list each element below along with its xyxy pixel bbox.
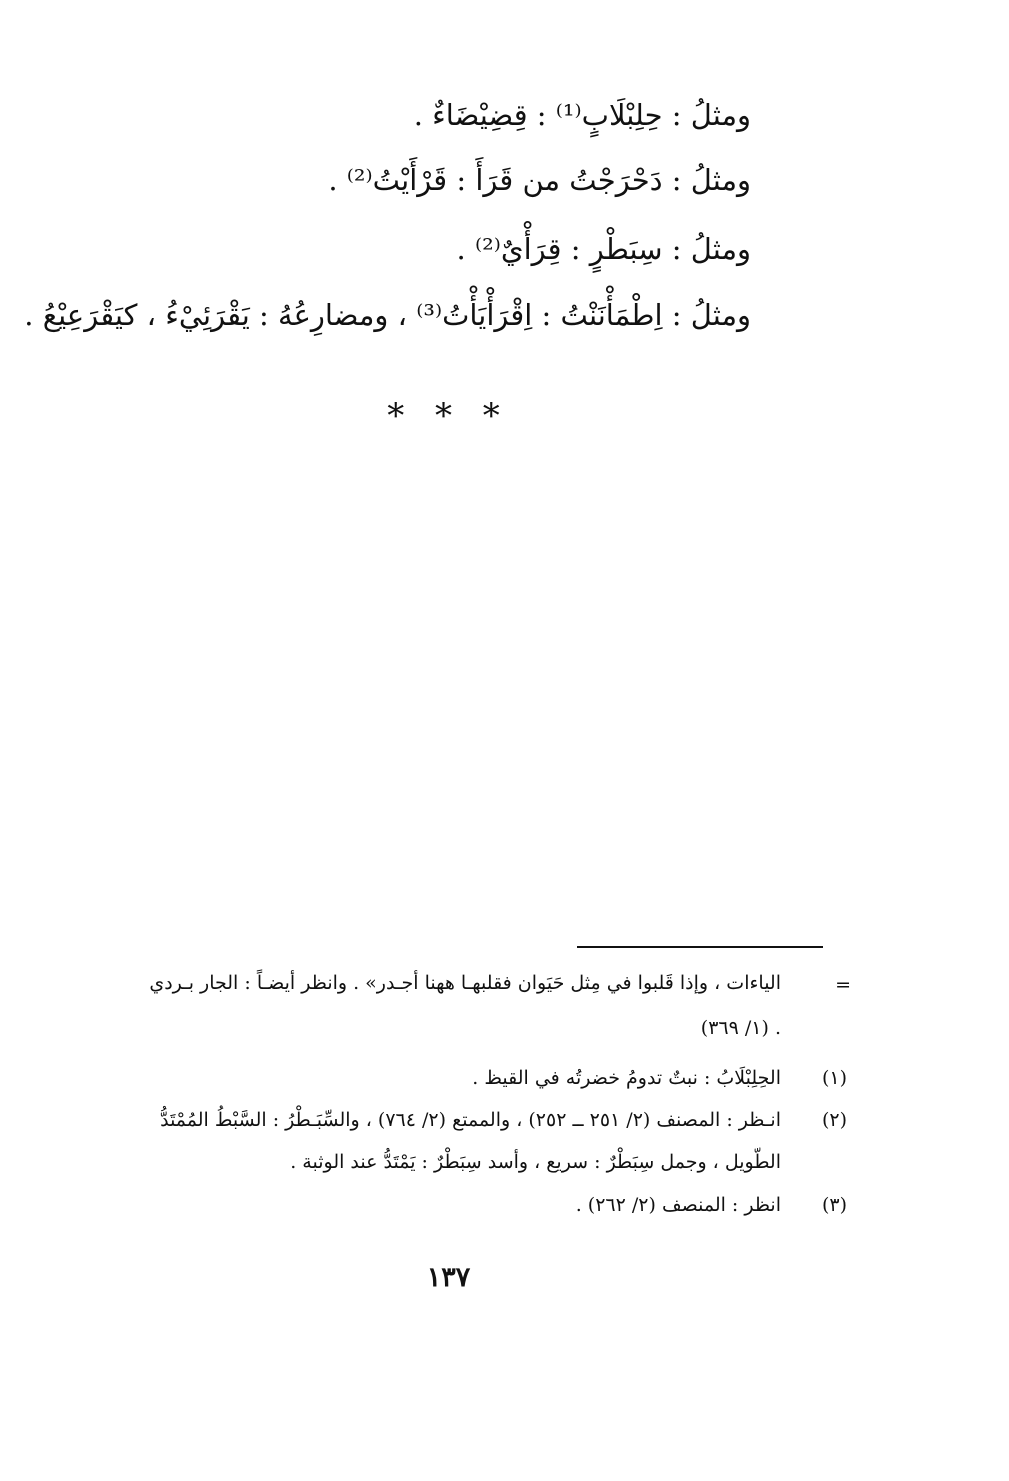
main-line-3: ومثلُ : سِبَطْرٍ : قِرَأْيٌ⁽²⁾ . (456, 232, 751, 266)
main-line-4: ومثلُ : اِطْمَأْنَنْتُ : اِقْرَأْيَأْتُ⁽³⁾ ، ومضارِعُهُ : يَقْرَئِيْءُ ، كيَقْرَعِيْعُ . (24, 298, 751, 332)
footnote-2-line-1: انـظر : المصنف (٢/ ٢٥١ ــ ٢٥٢) ، والممتع (٢/ ٧٦٤) ، والسِّبَـطْرُ : السَّبْطُ المُمْتَدُّ (160, 1109, 781, 1131)
footnote-3-text: انظر : المنصف (٢/ ٢٦٢) . (575, 1194, 781, 1216)
footnote-2-marker: (٢) (821, 1109, 847, 1131)
continuation-mark: = (835, 974, 851, 996)
main-line-2: ومثلُ : دَحْرَجْتُ من قَرَأَ : قَرْأَيْتُ⁽²⁾ . (328, 163, 751, 197)
main-line-1: ومثلُ : حِلِبْلَابٍ⁽¹⁾ : قِضِيْضَاءٌ . (413, 98, 751, 132)
footnote-2-line-2: الطّويل ، وجمل سِبَطْرٌ : سريع ، وأسد سِبَطْرٌ : يَمْتَدُّ عند الوثبة . (290, 1151, 781, 1173)
footnote-continuation-line-2: (١/ ٣٦٩) . (700, 1017, 781, 1039)
footnote-rule (577, 946, 823, 948)
page-number: ١٣٧ (426, 1262, 471, 1293)
section-separator: * * * (387, 396, 510, 436)
footnote-continuation-line-1: الياءات ، وإذا قَلبوا في مِثل حَيَوان فقلبهـا ههنا أجـدر» . وانظر أيضـاً : الجار بـردي (149, 972, 781, 994)
footnote-3-marker: (٣) (821, 1194, 847, 1216)
footnote-1-marker: (١) (821, 1067, 847, 1089)
footnote-1-text: الحِلِبْلَابُ : نبتٌ تدومُ خضرتُه في القيظ . (472, 1067, 781, 1089)
